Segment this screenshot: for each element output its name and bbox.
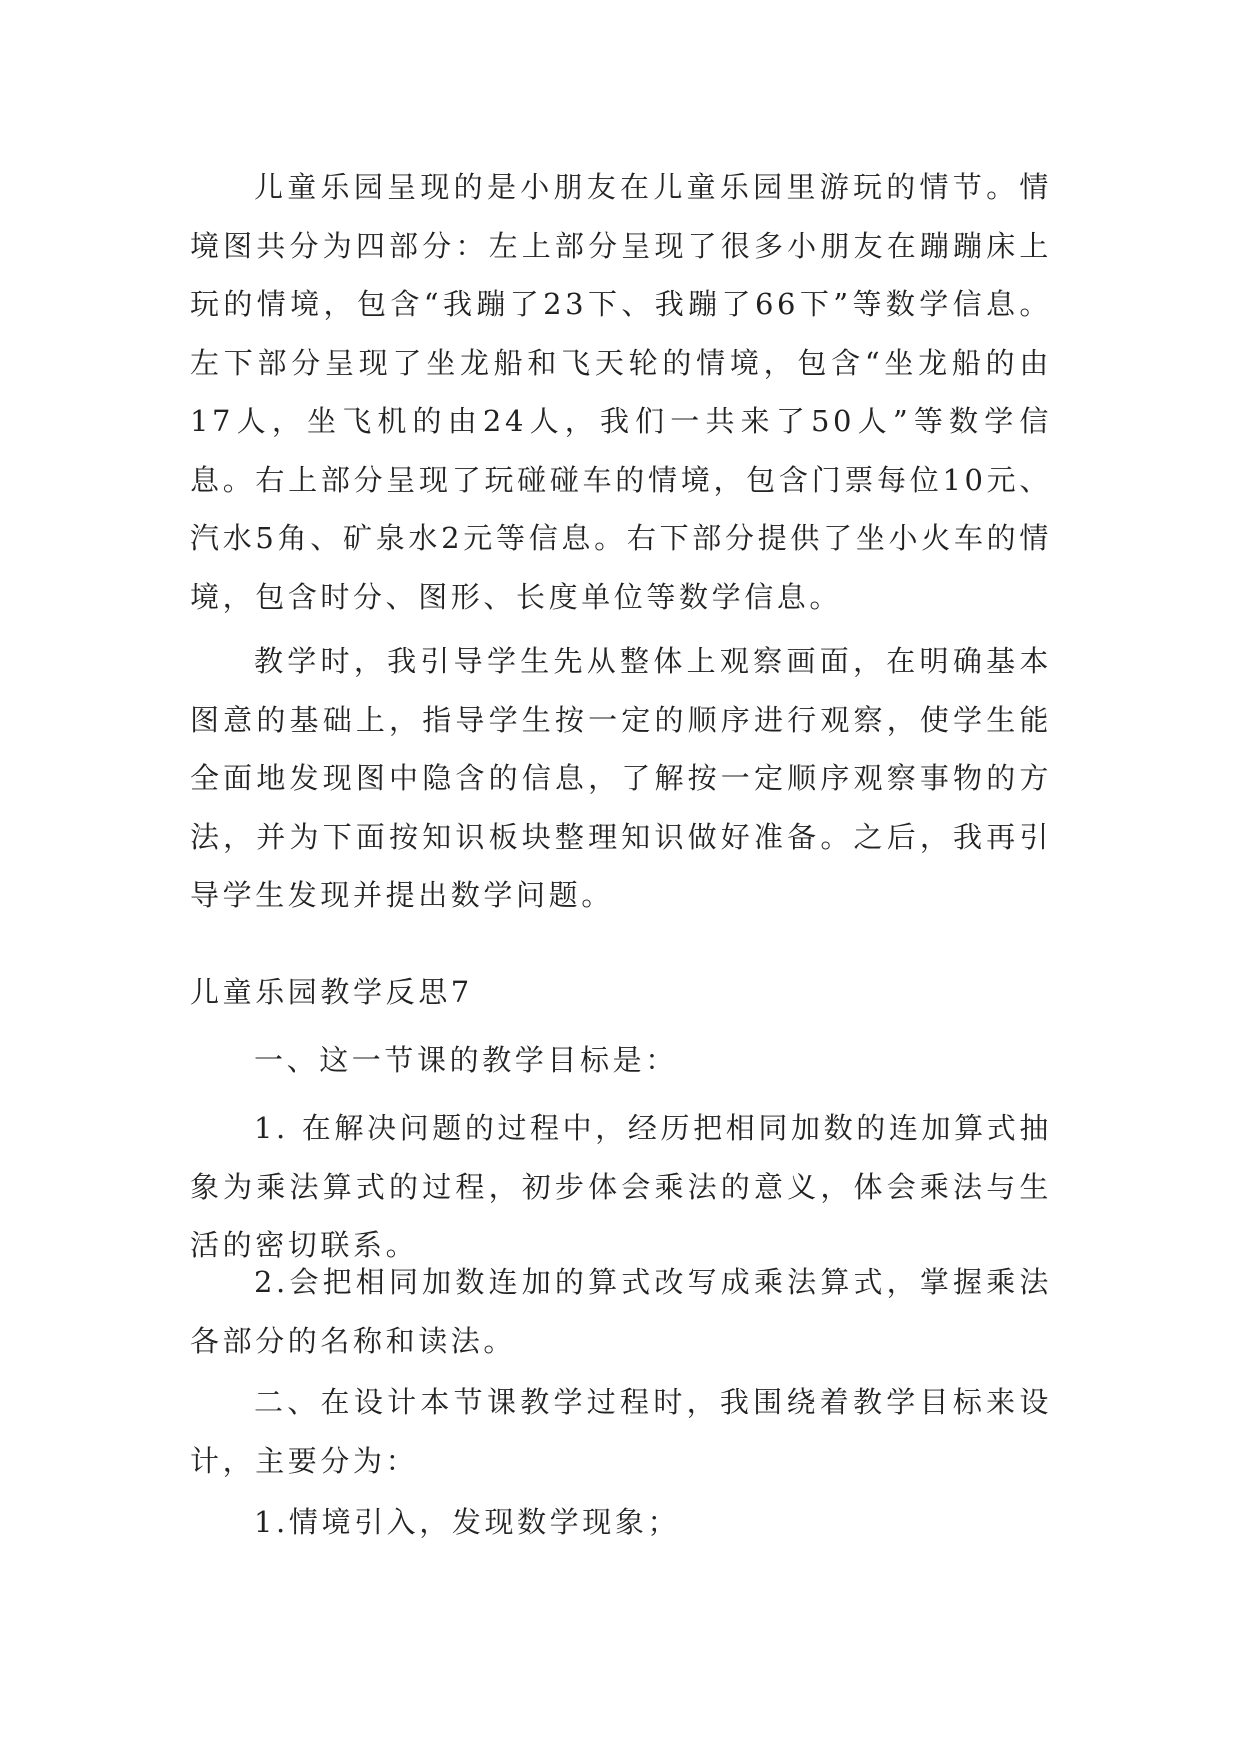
section-heading: 儿童乐园教学反思7 — [190, 975, 473, 1009]
paragraph: 一、这一节课的教学目标是： — [254, 1043, 678, 1077]
paragraph: 教学时，我引导学生先从整体上观察画面，在明确基本图意的基础上，指导学生按一定的顺序进行观察，使学生能全面地发现图中隐含的信息，了解按一定顺序观察事物的方法，并为下面按知识板块整理知识做好准备。之后，我再引导学生发现并提出数学问题。 — [190, 644, 1052, 912]
paragraph: 儿童乐园呈现的是小朋友在儿童乐园里游玩的情节。情境图共分为四部分：左上部分呈现了很多小朋友在蹦蹦床上玩的情境，包含“我蹦了23下、我蹦了66下”等数学信息。左下部分呈现了坐龙船和飞天轮的情境，包含“坐龙船的由17人，坐飞机的由24人，我们一共来了50人”等数学信息。右上部分呈现了玩碰碰车的情境，包含门票每位10元、汽水5角、矿泉水2元等信息。右下部分提供了坐小火车的情境，包含时分、图形、长度单位等数学信息。 — [190, 170, 1052, 614]
paragraph: 2.会把相同加数连加的算式改写成乘法算式，掌握乘法各部分的名称和读法。 — [190, 1265, 1052, 1358]
paragraph: 二、在设计本节课教学过程时，我围绕着教学目标来设计，主要分为： — [190, 1385, 1052, 1478]
paragraph: 1. 在解决问题的过程中，经历把相同加数的连加算式抽象为乘法算式的过程，初步体会乘法的意义，体会乘法与生活的密切联系。 — [190, 1111, 1052, 1262]
paragraph: 1.情境引入，发现数学现象； — [254, 1505, 681, 1539]
document-page — [190, 0, 1052, 1754]
